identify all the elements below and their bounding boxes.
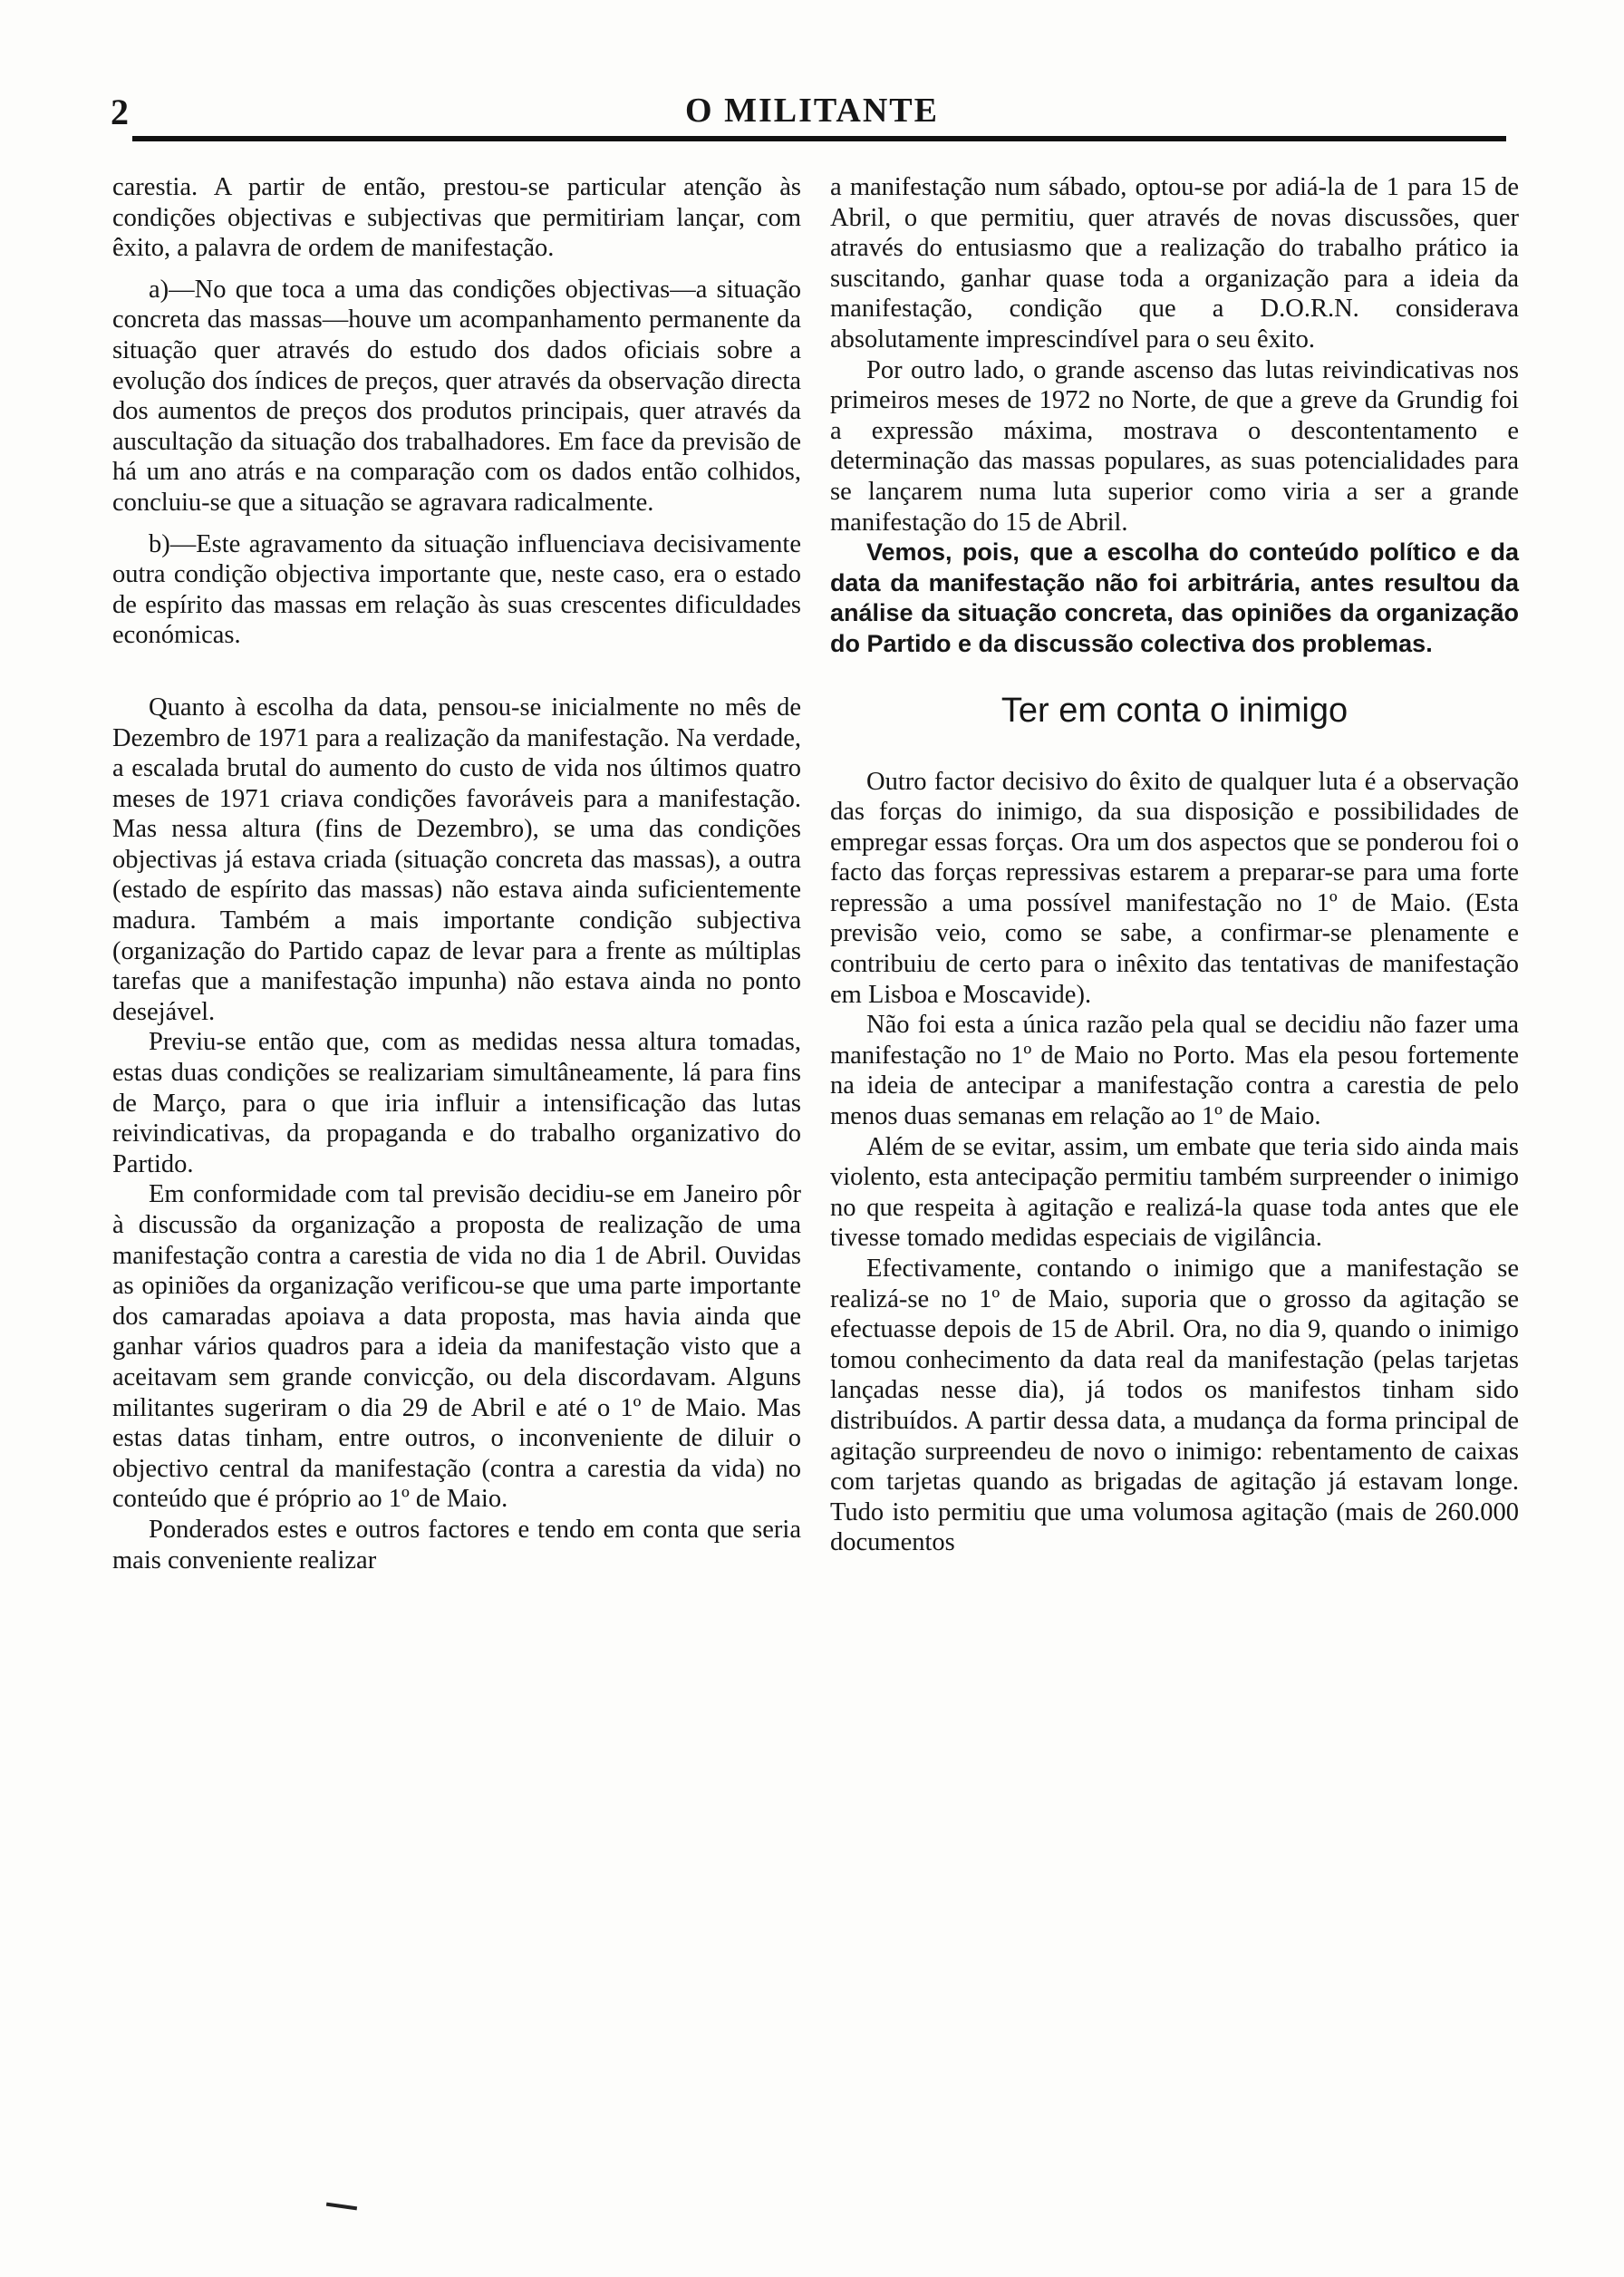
print-mark <box>326 2203 357 2211</box>
paragraph: a)—No que toca a uma das condições objectivas—a situação concreta das massas—houve um acompanhamento permanente da situação quer através do estudo dos dados oficiais sobre a evolução dos índices de preços, quer através da observação directa dos aumentos de preços dos produtos principais, quer através da auscultação da situação dos trabalhadores. Em face da previsão de há um ano atrás e na comparação com os dados então colhidos, concluiu-se que a situação se agravara radicalmente. <box>112 275 801 517</box>
paragraph: a manifestação num sábado, optou-se por adiá-la de 1 para 15 de Abril, o que permitiu, quer através de novas discussões, quer através do entusiasmo que a realização do trabalho prático ia suscitando, ganhar quase toda a organização para a ideia da manifestação, condição que a D.O.R.N. considerava absolutamente imprescindível para o seu êxito. <box>830 173 1519 354</box>
conclusion-paragraph: Vemos, pois, que a escolha do conteúdo político e da data da manifestação não foi arbitrária, antes resultou da análise da situação concreta, das opiniões da organização do Partido e da discussão colectiva dos problemas. <box>830 538 1519 657</box>
paragraph: b)—Este agravamento da situação influenciava decisivamente outra condição objectiva importante que, neste caso, era o estado de espírito das massas em relação às suas crescentes dificuldades económicas. <box>112 529 801 650</box>
paragraph: Em conformidade com tal previsão decidiu-se em Janeiro pôr à discussão da organização a proposta de realização de uma manifestação contra a carestia de vida no dia 1 de Abril. Ouvidas as opiniões da organização verificou-se que uma parte importante dos camaradas apoiava a data proposta, mas havia ainda que ganhar vários quadros para a ideia da manifestação visto que a aceitavam sem grande convicção, ou dela discordavam. Alguns militantes sugeriram o dia 29 de Abril e até o 1º de Maio. Mas estas datas tinham, entre outros, o inconveniente de diluir o objectivo central da manifestação (contra a carestia da vida) no conteúdo que é próprio ao 1º de Maio. <box>112 1180 801 1514</box>
page-number: 2 <box>111 92 129 132</box>
paragraph: Ponderados estes e outros factores e tendo em conta que seria mais conveniente realizar <box>112 1515 801 1575</box>
paragraph: Previu-se então que, com as medidas nessa altura tomadas, estas duas condições se realizariam simultâneamente, lá para fins de Março, para o que iria influir a intensificação das lutas reivindicativas, da propaganda e do trabalho organizativo do Partido. <box>112 1028 801 1178</box>
paragraph: Efectivamente, contando o inimigo que a manifestação se realizá-se no 1º de Maio, suporia que o grosso da agitação se efectuasse depois de 15 de Abril. Ora, no dia 9, quando o inimigo tomou conhecimento da data real da manifestação (pelas tarjetas lançadas nesse dia), já todos os manifestos tinham sido distribuídos. A partir dessa data, a mudança da forma principal de agitação surpreendeu de novo o inimigo: rebentamento de caixas com tarjetas quando as brigadas de agitação já estavam longe. Tudo isto permitiu que uma volumosa agitação (mais de 260.000 documentos <box>830 1255 1519 1557</box>
section-heading: Ter em conta o inimigo <box>1000 691 1348 730</box>
header-rule <box>132 136 1506 141</box>
paragraph: carestia. A partir de então, prestou-se particular atenção às condições objectivas e subjectivas que permitiriam lançar, com êxito, a palavra de ordem de manifestação. <box>112 173 801 263</box>
paragraph: Por outro lado, o grande ascenso das lutas reivindicativas nos primeiros meses de 1972 no Norte, de que a greve da Grundig foi a expressão máxima, mostrava o descontentamento e determinação das massas populares, as suas potencialidades para se lançarem numa luta superior como viria a ser a grande manifestação do 15 de Abril. <box>830 355 1519 537</box>
paragraph: Além de se evitar, assim, um embate que teria sido ainda mais violento, esta antecipação permitiu também surpreender o inimigo no que respeita à agitação e realizá-la quase toda antes que ele tivesse tomado medidas especiais de vigilância. <box>830 1132 1519 1253</box>
right-column <box>830 172 1519 1558</box>
page-title: O MILITANTE <box>685 92 939 130</box>
left-column <box>112 172 801 1575</box>
paragraph: Quanto à escolha da data, pensou-se inicialmente no mês de Dezembro de 1971 para a realização da manifestação. Na verdade, a escalada brutal do aumento do custo de vida nos últimos quatro meses de 1971 criava condições favoráveis para a manifestação. Mas nessa altura (fins de Dezembro), se uma das condições objectivas já estava criada (situação concreta das massas), a outra (estado de espírito das massas) não estava ainda suficientemente madura. Também a mais importante condição subjectiva (organização do Partido capaz de levar para a frente as múltiplas tarefas que a manifestação impunha) não estava ainda no ponto desejável. <box>112 693 801 1026</box>
paragraph: Não foi esta a única razão pela qual se decidiu não fazer uma manifestação no 1º de Maio no Porto. Mas ela pesou fortemente na ideia de antecipar a manifestação contra a carestia de pelo menos duas semanas em relação ao 1º de Maio. <box>830 1011 1519 1131</box>
paragraph: Outro factor decisivo do êxito de qualquer luta é a observação das forças do inimigo, da sua disposição e possibilidades de empregar essas forças. Ora um dos aspectos que se ponderou foi o facto das forças repressivas estarem a preparar-se para uma forte repressão a uma possível manifestação no 1º de Maio. (Esta previsão veio, como se sabe, a confirmar-se plenamente e contribuiu de certo para o inêxito das tentativas de manifestação em Lisboa e Moscavide). <box>830 767 1519 1009</box>
